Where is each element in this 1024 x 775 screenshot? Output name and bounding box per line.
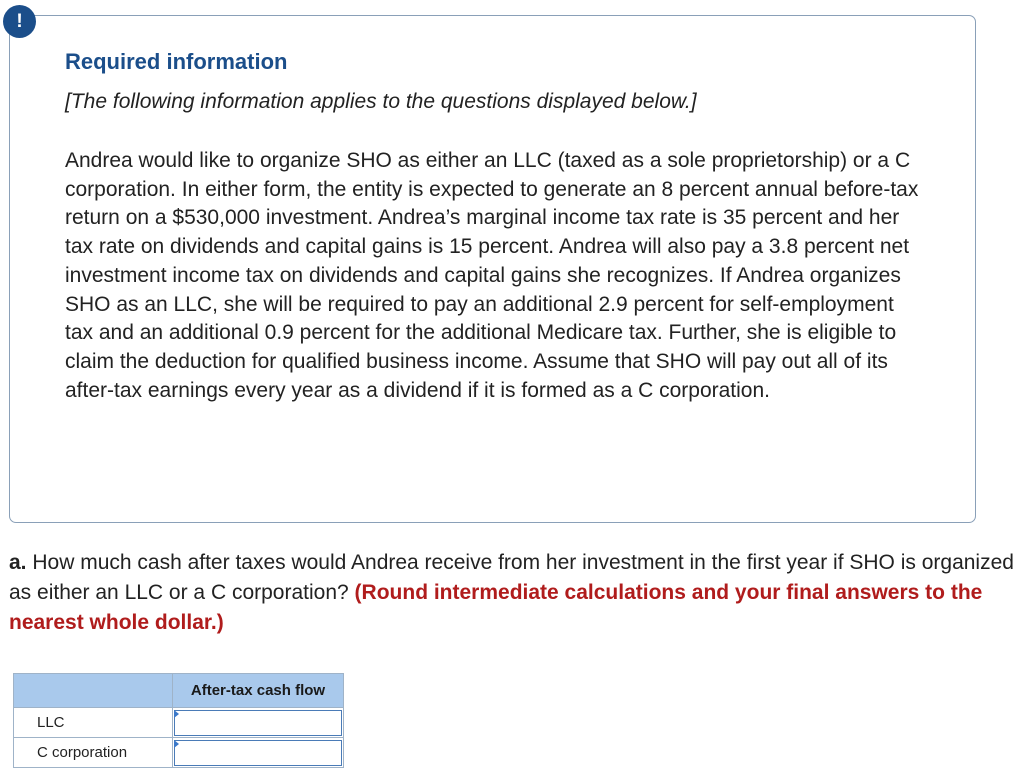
table-row	[14, 708, 344, 738]
input-marker-icon	[174, 740, 179, 748]
input-cell-c-corporation	[173, 738, 344, 768]
info-body: Andrea would like to organize SHO as either an LLC (taxed as a sole proprietorship) or a C corporation. In either form, the entity is expected to generate an 8 percent annual before-tax return on a $530,000 investment. Andrea’s marginal income tax rate is 35 percent and her tax rate on dividends and capital gains is 15 percent. Andrea will also pay a 3.8 percent net investment income tax on dividends and capital gains she recognizes. If Andrea organizes SHO as an LLC, she will be required to pay an additional 2.9 percent for self-employment tax and an additional 0.9 percent for the additional Medicare tax. Further, she is eligible to claim the deduction for qualified business income. Assume that SHO will pay out all of its after-tax earnings every year as a dividend if it is formed as a C corporation.	[65, 149, 919, 402]
llc-after-tax-input[interactable]	[174, 710, 342, 736]
input-marker-icon	[174, 710, 179, 718]
header-after-tax-cash-flow: After-tax cash flow	[173, 674, 344, 708]
table-row	[14, 738, 344, 768]
exclamation-icon: !	[16, 10, 23, 32]
info-subtitle: [The following information applies to the questions displayed below.]	[65, 90, 697, 113]
question-a	[9, 548, 1014, 638]
row-label-llc: LLC	[14, 708, 173, 738]
question-letter: a.	[9, 551, 27, 574]
info-title: Required information	[65, 49, 288, 74]
question-note: (Round intermediate calculations and your final answers to the nearest whole dollar.)	[9, 581, 983, 634]
question-text: How much cash after taxes would Andrea receive from her investment in the first year if SHO is organized as either an LLC or a C corporation?	[9, 551, 1014, 604]
row-label-c-corporation: C corporation	[14, 738, 173, 768]
header-blank-cell	[14, 674, 173, 708]
input-cell-llc	[173, 708, 344, 738]
alert-badge	[3, 5, 36, 38]
c-corporation-after-tax-input[interactable]	[174, 740, 342, 766]
table-header-row	[14, 674, 344, 708]
answer-table	[13, 673, 344, 768]
